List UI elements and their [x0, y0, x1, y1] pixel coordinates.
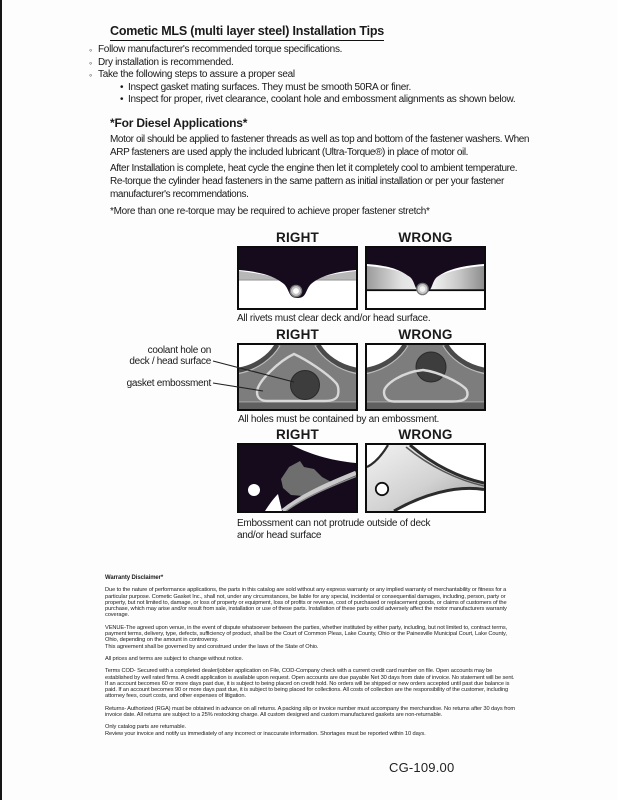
list-item: [89, 82, 594, 95]
warranty-paragraph: All prices and terms are subject to change without notice.: [105, 655, 244, 662]
sub-bullet-icon: •: [120, 94, 124, 106]
warranty-paragraph: Review your invoice and notify us immediately of any incorrect or inaccurate information. Shortages must be reported within 10 days.: [105, 730, 426, 737]
list-item-text: Dry installation is recommended.: [98, 56, 234, 68]
diagram2-right-label: RIGHT: [276, 327, 319, 342]
diesel-section-heading: *For Diesel Applications*: [110, 116, 248, 130]
bullet-icon: ◦: [89, 70, 92, 81]
list-item: [89, 69, 594, 82]
page-title: Cometic MLS (multi layer steel) Installation Tips: [110, 24, 384, 41]
diagram1-wrong-label: WRONG: [398, 230, 453, 245]
list-item: [89, 57, 594, 70]
list-item-text: Take the following steps to assure a proper seal: [98, 69, 295, 81]
rivet-wrong-diagram: [367, 248, 484, 308]
list-item-text: Follow manufacturer's recommended torque specifications.: [98, 44, 343, 55]
gasket-embossment-label: gasket embossment: [126, 378, 211, 389]
warranty-paragraph: Returns- Authorized (RGA) must be obtained in advance on all returns. A packing slip or invoice number must accompany the merchandise. No returns after 30 days from invoice date. All returns are subject to a 25% restocking charge. All custom designed and custom manufactured gaskets are non-returnable.: [105, 705, 516, 719]
warranty-paragraph: Only catalog parts are returnable.: [105, 724, 187, 731]
diesel-paragraph: Motor oil should be applied to fastener threads as well as top and bottom of the fastener washers. When ARP fasteners are used apply the included lubricant (Ultra-Torque®) in place of motor oil.: [110, 134, 530, 158]
embossment-wrong-diagram: [367, 445, 484, 511]
diagram3-right-label: RIGHT: [276, 427, 319, 442]
embossment-right-diagram: [239, 445, 356, 511]
coolant-hole-label: coolant hole on deck / head surface: [129, 345, 211, 367]
diagram2-wrong-panel: [365, 343, 486, 411]
diagram3-caption: Embossment can not protrude outside of deck and/or head surface: [237, 518, 431, 541]
diesel-paragraph: After Installation is complete, heat cycle the engine then let it completely cool to ambient temperature. Re-torque the cylinder head fasteners in the same pattern as initial installation or per your fastener manufacturer's recommendations.: [110, 163, 518, 200]
holes-wrong-diagram: [367, 345, 484, 409]
diagram3-wrong-label: WRONG: [398, 427, 453, 442]
diagram3-right-panel: [237, 443, 358, 513]
diagram1-caption: All rivets must clear deck and/or head surface.: [237, 313, 431, 324]
diagram2-caption: All holes must be contained by an embossment.: [238, 414, 440, 425]
page-edge-line: [0, 0, 2, 800]
retorque-note: *More than one re-torque may be required to achieve proper fastener stretch*: [110, 206, 430, 217]
list-item-text: Inspect for proper, rivet clearance, coolant hole and embossment alignments as shown below.: [128, 94, 516, 106]
diagram2-right-panel: [237, 343, 358, 411]
warranty-paragraph: This agreement shall be governed by and construed under the laws of the State of Ohio.: [105, 643, 319, 650]
holes-right-diagram: [239, 345, 356, 409]
bullet-icon: ◦: [89, 45, 92, 55]
warranty-heading: Warranty Disclaimer*: [105, 575, 164, 581]
rivet-right-diagram: [239, 248, 356, 308]
diagram1-right-panel: [237, 246, 358, 310]
diagram1-right-label: RIGHT: [276, 230, 319, 245]
warranty-section: [105, 575, 517, 737]
sub-bullet-icon: •: [120, 81, 124, 93]
tips-list: [89, 44, 594, 107]
warranty-paragraph: VENUE-The agreed upon venue, in the event of dispute whatsoever between the parties, whether instituted by either party, including, but not limited to, contract terms, payment terms, delivery, type, defects, sufficiency of product, shall be the Court of Common Pleas, Lake County, Ohio or the Painesville Municipal Court, Lake County, Ohio, depending on the amount in controversy.: [105, 624, 508, 644]
diagram1-wrong-panel: [365, 246, 486, 310]
warranty-paragraph: Due to the nature of performance applications, the parts in this catalog are sold without any express warranty or any implied warranty of merchantability or fitness for a particular purpose. Cometic Gasket Inc., shall not, under any circumstances, be liable for any special, incidental or consequential damages, including, person, party or property, but not limited to, damage, or loss of property or equipment, loss of profits or revenue, cost of purchased or replacement goods, or claims of customers of the purchase, which may arise and/or result from sale, installation or use of these parts. Installation of these parts could adversely affect the motor manufacturers warranty coverage.: [105, 587, 507, 619]
list-item: [89, 44, 594, 57]
diagram2-wrong-label: WRONG: [398, 327, 453, 342]
list-item-text: Inspect gasket mating surfaces. They must be smooth 50RA or finer.: [128, 81, 411, 93]
list-item: [89, 94, 594, 107]
bullet-icon: ◦: [89, 57, 92, 68]
warranty-paragraph: Terms COD- Secured with a completed dealer/jobber application on File, COD-Company check with a current credit card number on file. Open accounts may be established by well rated firms. A credit application is available upon request. Open accounts are due payable Net 30 days from date of invoice. No statement will be sent. If an account becomes 60 or more days past due, it is subject to being placed on credit hold. No orders will be shipped or new orders accepted until past due balance is paid. If an account becomes 90 or more days past due, it is subject to being placed for collections. All costs of collection are the responsibility of the customer, including attorney fees, court costs, and other expenses of litigation.: [105, 668, 515, 700]
diagram3-wrong-panel: [365, 443, 486, 513]
page-code: CG-109.00: [389, 760, 455, 775]
